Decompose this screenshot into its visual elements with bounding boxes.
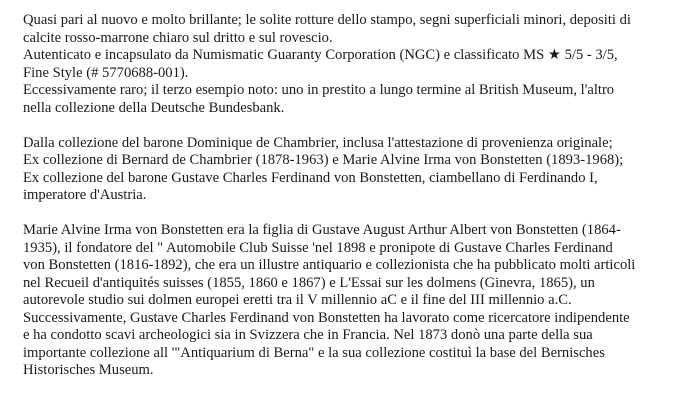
text-line: autorevole studio sui dolmen europei eretti tra il V millennio aC e il fine del III millennio a.C. [23, 292, 572, 308]
text-line: Ex collezione del barone Gustave Charles Ferdinand von Bonstetten, ciambellano di Ferdinando I, [23, 169, 598, 186]
text-line: Autenticato e incapsulato da Numismatic Guaranty Corporation (NGC) e classificato MS ★ 5/5 - 3/5, [23, 47, 618, 63]
text-line: nella collezione della Deutsche Bundesbank. [23, 99, 285, 116]
text-line: von Bonstetten (1816-1892), che era un illustre antiquario e collezionista che ha pubblicato molti articoli [23, 257, 636, 273]
text-line: importante collezione all '"Antiquarium di Berna" e la sua collezione costituì la base del Bernisches [23, 344, 605, 361]
text-line: Fine Style (# 5770688-001). [23, 64, 189, 81]
text-line: nel Recueil d'antiquités suisses (1855, 1860 e 1867) e L'Essai sur les dolmens (Ginevra, 1865), un [23, 274, 595, 291]
provenance-paragraph [23, 135, 676, 205]
text-line: Successivamente, Gustave Charles Ferdinand von Bonstetten ha lavorato come ricercatore indipendente [23, 309, 630, 326]
text-line: calcite rosso-marrone chiaro sul dritto e sul rovescio. [23, 29, 333, 46]
condition-paragraph [23, 12, 676, 117]
text-line: imperatore d'Austria. [23, 187, 147, 203]
biography-paragraph [23, 222, 676, 380]
text-line: Quasi pari al nuovo e molto brillante; le solite rotture dello stampo, segni superficiali minori, depositi di [23, 12, 631, 28]
text-line: Dalla collezione del barone Dominique de Chambrier, inclusa l'attestazione di provenienza originale; [23, 134, 613, 151]
paragraph-spacer [23, 117, 676, 135]
text-line: 1935), il fondatore del " Automobile Club Suisse 'nel 1898 e pronipote di Gustave Charles Ferdinand [23, 239, 613, 256]
text-line: Historisches Museum. [23, 362, 154, 378]
text-line: Ex collezione di Bernard de Chambrier (1878-1963) e Marie Alvine Irma von Bonstetten (1893-1968); [23, 152, 624, 168]
text-line: e ha condotto scavi archeologici sia in Svizzera che in Francia. Nel 1873 donò una parte della sua [23, 327, 593, 343]
text-line: Marie Alvine Irma von Bonstetten era la figlia di Gustave August Arthur Albert von Bonstetten (1864- [23, 222, 621, 238]
text-line: Eccessivamente raro; il terzo esempio noto: uno in prestito a lungo termine al British Museum, l'altro [23, 82, 615, 98]
paragraph-spacer [23, 205, 676, 223]
